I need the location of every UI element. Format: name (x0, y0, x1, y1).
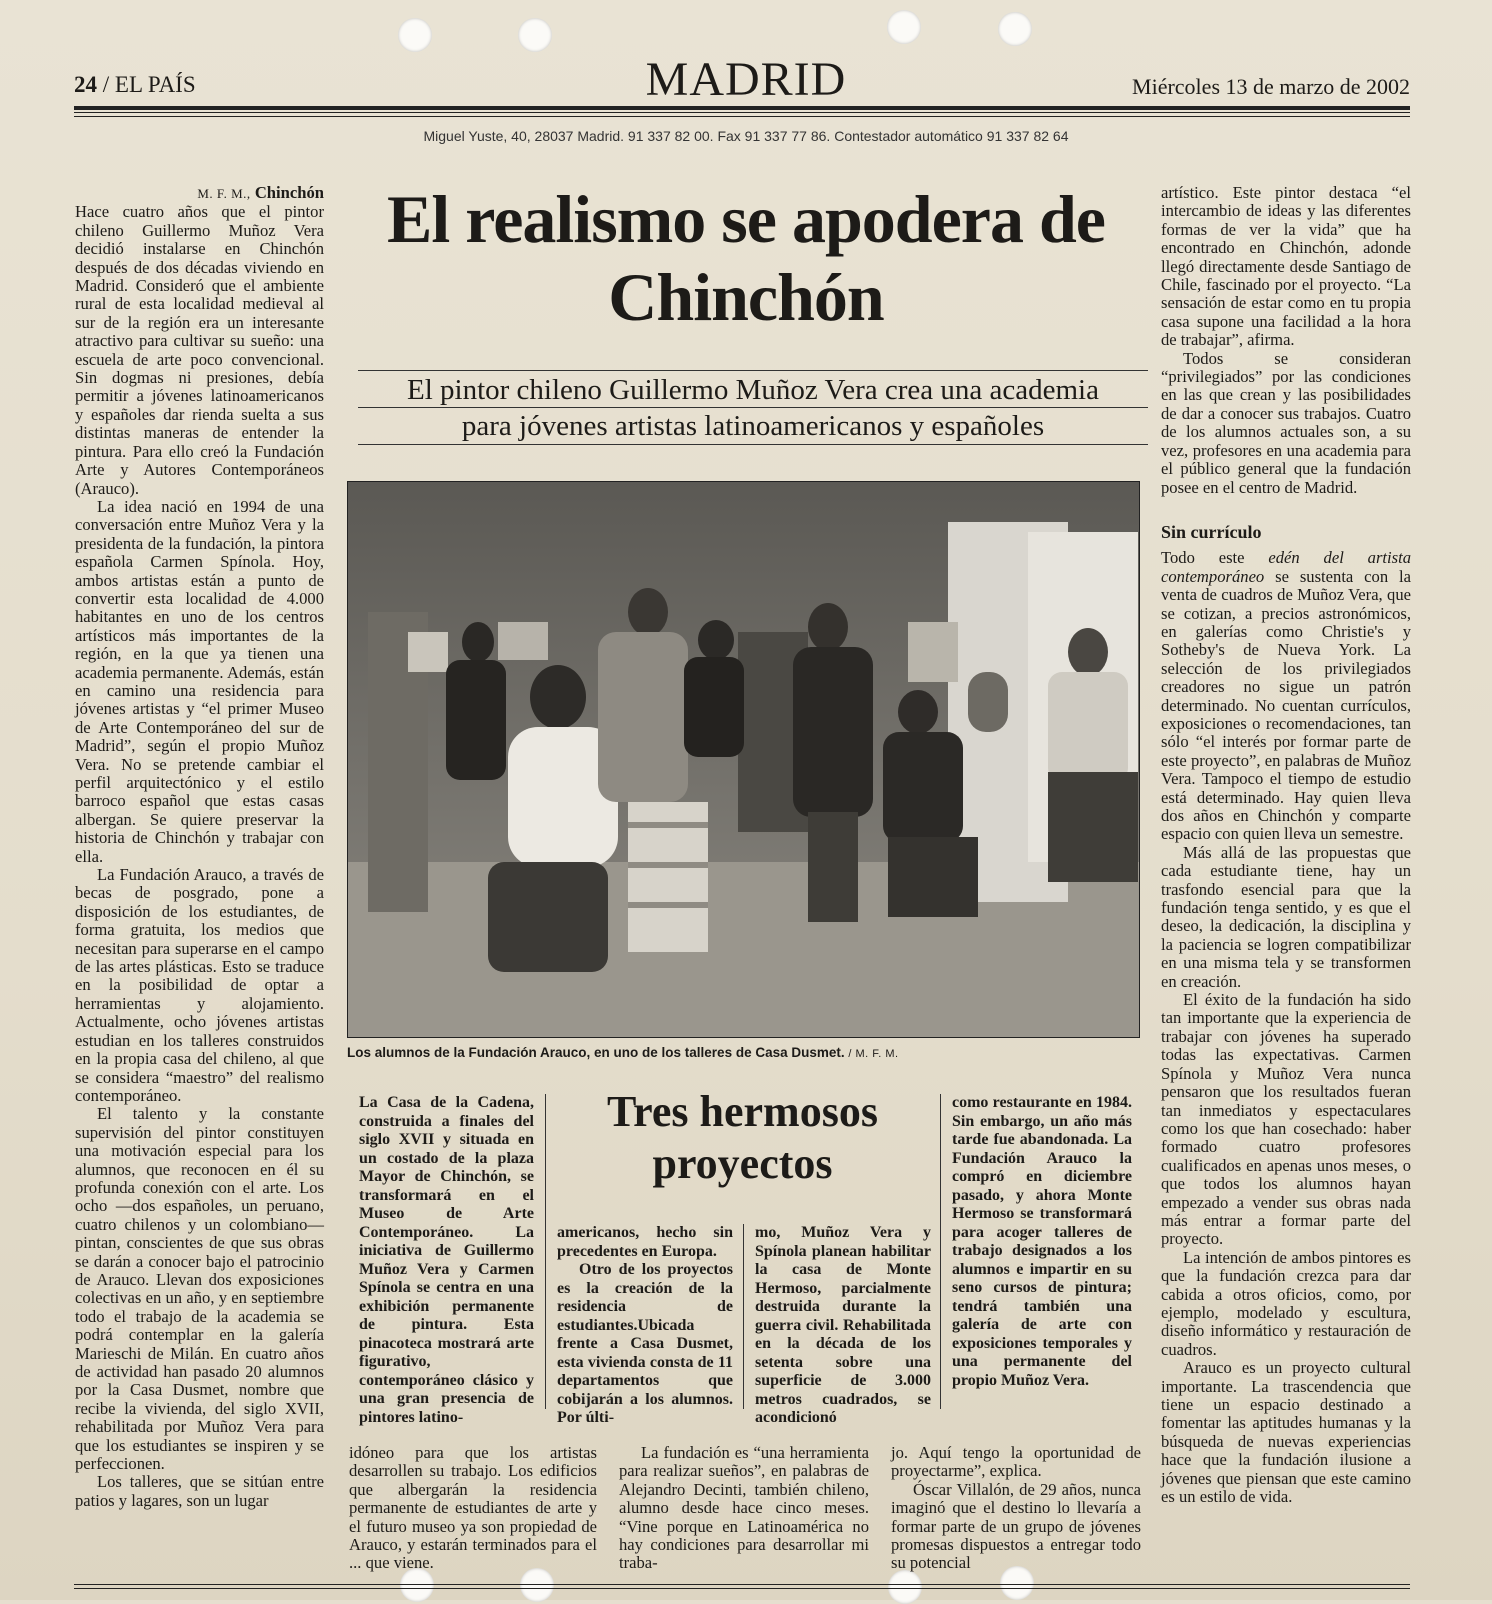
deck (358, 372, 1148, 444)
paragraph: La Fundación Arauco, a través de becas de posgrado, pone a disposición de los estudiantes, de forma gratuita, los medios que necesitan para superarse en el campo de las artes plásticas. Esto se traduce en la posibilidad de optar a herramientas y alojamiento. Actualmente, ocho jóvenes artistas estudian en los talleres construidos en la propia casa del chileno, al que se considera “maestro” del realismo contemporáneo. (75, 865, 324, 1105)
deck-line: El pintor chileno Guillermo Muñoz Vera crea una academia (407, 374, 1099, 406)
subheading: Sin currículo (1161, 521, 1262, 542)
contact-line: Miguel Yuste, 40, 28037 Madrid. 91 337 82 00. Fax 91 337 77 86. Contestador automático 91 337 82 64 (423, 128, 1069, 144)
header-rule-thin (74, 116, 1410, 117)
header-rule (74, 106, 1410, 110)
byline: M. F. M., Chinchón (197, 183, 324, 202)
article-column-bottom: jo. Aquí tengo la oportunidad de proyectarme”, explica. Óscar Villalón, de 29 años, nunca imaginó que el destino lo llevaría a formar parte de un grupo de jóvenes promesas dispuestos a entregar todo su potencial (891, 1443, 1141, 1573)
paragraph: Todos se consideran “privilegiados” por las condiciones en las que crean y las posibilidades de dar a conocer sus trabajos. Cuatro de los alumnos actuales son, a su vez, profesores en una academia para el público general que la fundación posee en el centro de Madrid. (1161, 348, 1411, 497)
sidebar-column: como restaurante en 1984. Sin embargo, un año más tarde fue abandonada. La Fundación Arauco la compró en diciembre pasado, y ahora Monte Hermoso se transformará para acoger talleres de trabajo designados a los alumnos e impartir en su seno cursos de pintura; tendrá también una galería de arte con exposiciones temporales y una permanente del propio Muñoz Vera. (952, 1094, 1132, 1389)
photo-caption: Los alumnos de la Fundación Arauco, en uno de los talleres de Casa Dusmet. / M. F. M. (347, 1045, 899, 1060)
sidebar-column: mo, Muñoz Vera y Spínola planean habilitar la casa de Monte Hermoso, parcialmente destruida durante la guerra civil. Rehabilitada en la década de los setenta sobre una superficie de 3.000 metros cuadrados, se acondicionó (755, 1224, 931, 1426)
punch-hole (520, 1568, 554, 1602)
punch-hole (998, 12, 1032, 46)
paragraph: El talento y la constante supervisión del pintor constituyen una motivación especial para los alumnos, que reconocen en él su profunda conexión con el arte. Los ocho —dos españoles, un peruano, cuatro chilenos y un colombiano— pintan, conscientes de que sus obras se darán a conocer bajo el patrocinio de Arauco. Llevan dos exposiciones colectivas en un año, y en septiembre todo el trabajo de la academia se podrá contemplar en la galería Marieschi de Milán. En cuatro años de actividad han pasado 20 alumnos por la Casa Dusmet, nombre que recibe la vivienda, del siglo XVII, rehabilitada por Muñoz Vera para que los estudiantes se inspiren y se perfeccionen. (75, 1104, 324, 1474)
column-rule (743, 1224, 744, 1409)
paragraph: Más allá de las propuestas que cada estudiante tiene, hay un trasfondo esencial para que la fundación tenga sentido, y es que el deseo, la dedicación, la disciplina y la paciencia se logren compatibilizar en una misma tela y se transformen en creación. (1161, 842, 1411, 991)
deck-rule (358, 407, 1148, 408)
punch-hole (518, 18, 552, 52)
punch-hole (398, 18, 432, 52)
section-title: MADRID (645, 53, 847, 106)
punch-hole (888, 1570, 922, 1604)
article-column-right (1161, 184, 1411, 1506)
article-column-bottom: La fundación es “una herramienta para realizar sueños”, en palabras de Alejandro Decinti, también chileno, alumno desde hace cinco meses. “Vine porque en Latinoamérica no hay condiciones para desarrollar mi traba- (619, 1443, 869, 1573)
photo-illustration (348, 482, 1139, 1037)
deck-rule (358, 370, 1148, 371)
photo-credit: / M. F. M. (848, 1048, 899, 1060)
studio-photo (347, 481, 1140, 1038)
column-rule (545, 1094, 546, 1409)
sidebar-column: americanos, hecho sin precedentes en Europa. Otro de los proyectos es la creación de la residencia de estudiantes.Ubicada frente a Casa Dusmet, esta vivienda consta de 11 departamentos que cobijarán a los alumnos. Por últi- (557, 1224, 733, 1426)
paragraph: La intención de ambos pintores es que la fundación crezca para dar cabida a otros oficios, como, por ejemplo, modelado y escultura, diseño informático y restauración de cuadros. (1161, 1247, 1411, 1359)
headline: El realismo se apodera de Chinchón (387, 181, 1105, 335)
deck-line: para jóvenes artistas latinoamericanos y españoles (461, 410, 1045, 442)
header-rule-thin (74, 112, 1410, 113)
paragraph: Todo este edén del artista contemporáneo se sustenta con la venta de cuadros de Muñoz Vera, que se cotizan, a precios astronómicos, en galerías como Christie's y Sotheby's de Nueva York. La selección de los privilegiados creadores no sigue un patrón determinado. No cuentan currículos, exposiciones o recomendaciones, tan sólo “el interés por formar parte de este proyecto”, en palabras de Muñoz Vera. Tampoco el tiempo de estudio está determinado. Hay quien lleva dos años en Chinchón y comparte espacio con quien lleva un semestre. (1161, 548, 1412, 844)
issue-date: Miércoles 13 de marzo de 2002 (1132, 74, 1410, 99)
article-column-bottom: idóneo para que los artistas desarrollen su trabajo. Los edificios que albergarán la residencia permanente de estudiantes de arte y el futuro museo ya son propiedad de Arauco, y estarán terminados para el ... que viene. (349, 1443, 597, 1573)
deck-rule (358, 444, 1148, 445)
sidebar-title: Tres hermosos proyectos (607, 1087, 878, 1188)
paragraph: El éxito de la fundación ha sido tan importante que la experiencia de trabajar con jóvenes ha superado todas las expectativas. Carmen Spínola y Muñoz Vera nunca pensaron que los resultados fueran tan inmediatos y espectaculares como los que han cosechado: haber formado cuatro profesores cualificados en apenas unos meses, o que todos los alumnos hayan empezado a vender sus obras nada más entrar a formar parte del proyecto. (1161, 990, 1411, 1249)
paragraph: Los talleres, que se sitúan entre patios y lagares, son un lugar (75, 1472, 324, 1510)
page-number: 24 / EL PAÍS (74, 72, 196, 97)
paragraph: artístico. Este pintor destaca “el intercambio de ideas y las diferentes formas de ver la vida” que ha encontrado en Chinchón, adonde llegó directamente desde Santiago de Chile, fascinado por el proyecto. “La sensación de estar como en tu propia casa supone una facilidad a la hora de trabajar”, afirma. (1161, 183, 1411, 350)
paragraph: Hace cuatro años que el pintor chileno Guillermo Muñoz Vera decidió instalarse en Chinchón después de dos décadas viviendo en Madrid. Consideró que el ambiente rural de esta localidad medieval al sur de la región era un interesante atractivo para cultivar su sueño: una escuela de arte poco convencional. Sin dogmas ni presiones, debía permitir a jóvenes latinoamericanos y españoles dar rienda suelta a sus distintas maneras de entender la pintura. Para ello creó la Fundación Arte y Autores Contemporáneos (Arauco). (75, 202, 324, 498)
punch-hole (400, 1568, 434, 1602)
sidebar-column: La Casa de la Cadena, construida a finales del siglo XVII y situada en un costado de la plaza Mayor de Chinchón, se transformará en el Museo de Arte Contemporáneo. La iniciativa de Guillermo Muñoz Vera y Carmen Spínola se centra en una exhibición permanente de pintura. Esta pinacoteca mostrará arte figurativo, contemporáneo clásico y una gran presencia de pintores latino- (359, 1094, 534, 1426)
paragraph: Arauco es un proyecto cultural importante. La trascendencia que tiene un espacio destinado a fomentar las aptitudes humanas y la búsqueda de nuevas experiencias hace que la fundación ilusione a jóvenes que piensan que este camino es un estilo de vida. (1161, 1358, 1411, 1507)
footer-rule (74, 1588, 1410, 1589)
footer-rule (74, 1584, 1410, 1585)
column-rule (940, 1094, 941, 1409)
punch-hole (887, 10, 921, 44)
article-column-left (75, 184, 324, 1510)
paragraph: La idea nació en 1994 de una conversación entre Muñoz Vera y la presidenta de la fundación, la pintora española Carmen Spínola. Hoy, ambos artistas están a punto de convertir esta localidad de 4.000 habitantes en uno de los centros artísticos más importantes de la región, en la que ya tienen una academia permanente. Además, están en camino una residencia para jóvenes artistas y “el primer Museo de Arte Contemporáneo del sur de Madrid”, según el propio Muñoz Vera. No se pretende cambiar el perfil arquitectónico y el estilo barroco español que estas casas albergan. Se quiere preservar la historia de Chinchón y trabajar con ella. (75, 496, 324, 866)
